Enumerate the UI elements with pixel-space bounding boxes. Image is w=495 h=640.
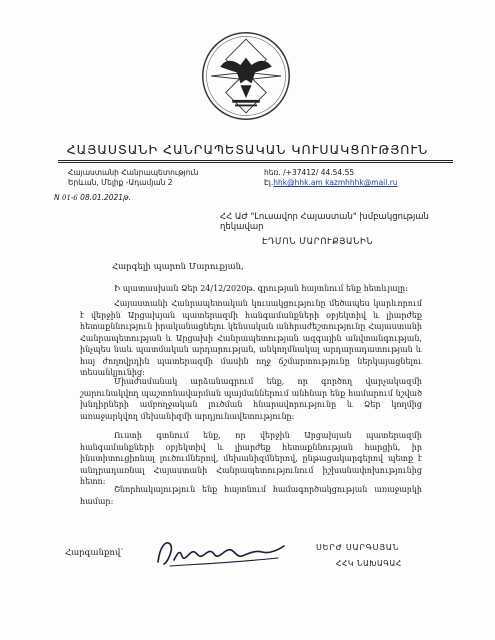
- reference-line: [54, 193, 131, 202]
- signer-name: ՍԵՐԺ ՍԱՐԳՍՅԱՆ: [316, 543, 400, 552]
- address-block: [68, 168, 198, 188]
- address-line: Հայաստանի Հանրապետություն: [68, 168, 199, 177]
- email-link[interactable]: hhk@hhk.am kazmhhhk@mail.ru: [273, 178, 398, 187]
- salutation: Հարգելի պարոն Մարուքյան,: [112, 262, 244, 272]
- header-divider: [58, 162, 453, 163]
- closing-regards: Հարգանքով՝: [65, 548, 124, 558]
- recipient-title: ՀՀ ԱԺ "Լուսավոր Հայաստան" խմբակցության ղեկավար: [220, 212, 429, 232]
- address-line: Երևան, Մելիք -Ադամյան 2: [68, 178, 173, 187]
- signer-title: ՀՀԿ ՆԱԽԱԳԱՀ: [336, 559, 402, 568]
- reference-date: 08.01.2021թ.: [80, 193, 132, 202]
- body-paragraph: Շնորհակալություն ենք հայտնում համագործակցության առաջարկի համար։: [80, 485, 422, 506]
- reference-number: 01-6: [62, 194, 78, 202]
- email-prefix: Էլ.: [264, 178, 274, 187]
- reference-number-label: N: [54, 193, 60, 202]
- email-line: [264, 178, 398, 188]
- phone-number: հեռ. /+37412/ 44.54.55: [264, 168, 355, 177]
- body-paragraph: Ի պատասխան Ձեր 24/12/2020թ. գրության հայտնում ենք հետևյալը։: [114, 284, 408, 293]
- handwritten-signature: [150, 532, 290, 572]
- header-divider: [58, 160, 453, 161]
- body-paragraph: Ուստի գտնում ենք, որ վերջին Արցախյան պատերազմի հանգամանքների օբյեկտիվ և լիարժեք հետաքննության հարցին, իր ինստիտուցիոնալ լուծումներով, մեխանիզմներով, ընթացակարգերով պետք է անդրադառնալ Հայաստանի Հանրապետությունում իշխանափոխությունից հետո։: [80, 431, 422, 486]
- organization-name: ՀԱՅԱՍՏԱՆԻ ՀԱՆՐԱՊԵՏԱԿԱՆ ԿՈՒՍԱԿՑՈՒԹՅՈՒՆ: [66, 142, 429, 157]
- body-paragraph: Միաժամանակ արձանագրում ենք, որ գործող վարչակազմի շարունակվող պաշտոնավարման պայմաններում անհնար ենք համարում նշված խնդիրների ամբողջական լուծման հնարավորությունը և Ձեր կողմից առաջարկվող մեխանիզմի արդյունավետությունը։: [80, 377, 422, 421]
- contact-block: [264, 168, 398, 188]
- body-paragraph: Հայաստանի Հանրապետական կուսակցությունը մեծապես կարևորում է վերջին Արցախյան պատերազմի հանգամանքների օբյեկտիվ և լիարժեք հետաքննություն իրականացնելու կենսական անհրաժեշտությունը Հայաստանի Հանրապետության և Արցախի Հանրապետության ազգային անվտանգության, ինչպես նաև պատմական արդարության, անկողմնակալ արդարադատության և հայ ժողովրդին պատերազմի մասին ողջ ճշմարտությունը ներկայացնելու տեսանկյունից։: [80, 299, 422, 377]
- party-emblem-icon: [200, 30, 292, 122]
- recipient-name: ԷԴՄՈՆ ՄԱՐՈՒՔՅԱՆԻՆ: [262, 237, 374, 247]
